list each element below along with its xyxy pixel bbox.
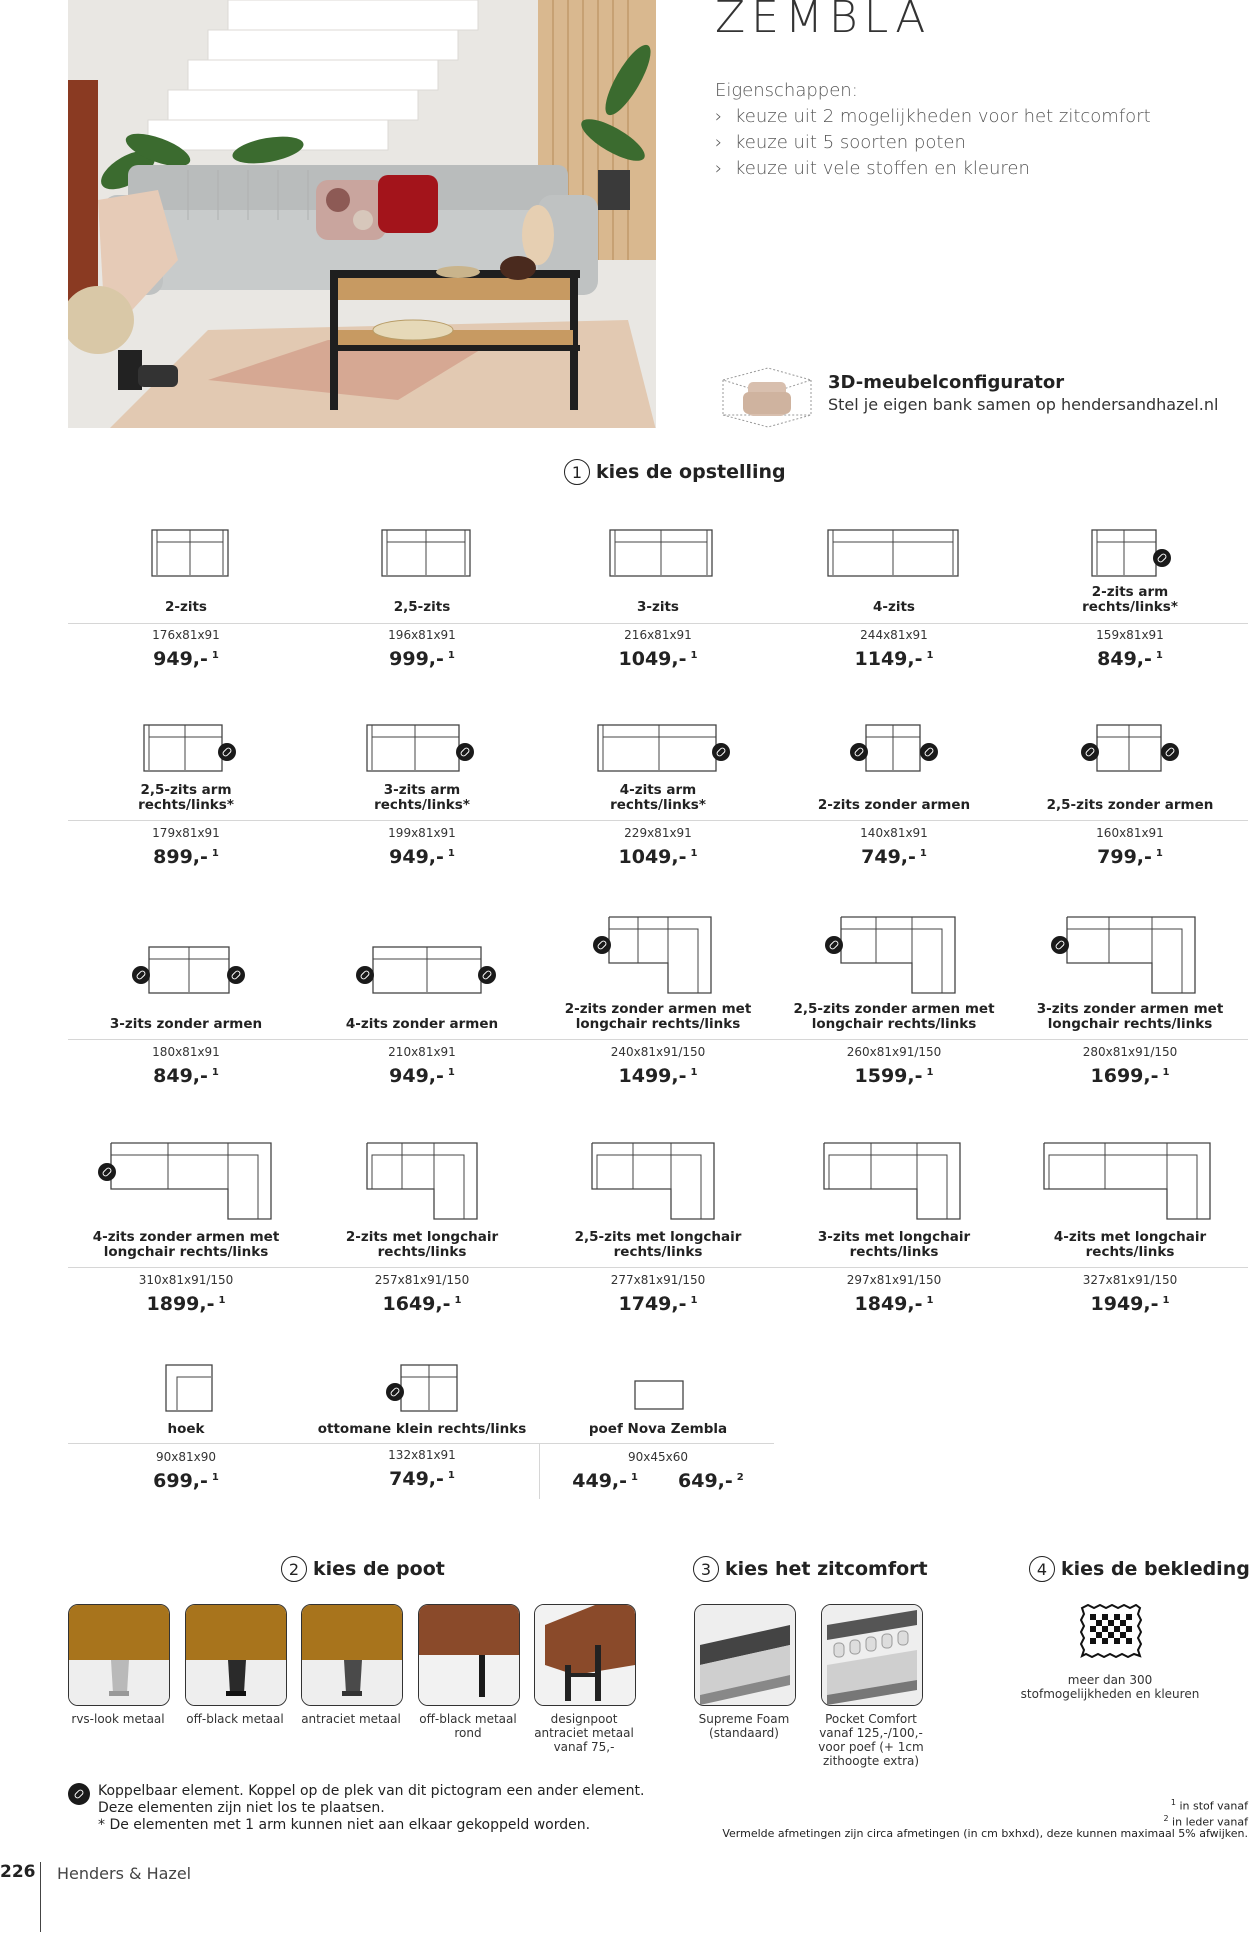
footnote-text: * De elementen met 1 arm kunnen niet aan elkaar gekoppeld worden. <box>98 1817 591 1833</box>
product-price: 1699,- $^1$ <box>1090 1065 1170 1087</box>
step-number: 3 <box>693 1556 719 1582</box>
step-2-heading <box>281 1556 445 1582</box>
feature-item: › keuze uit vele stoffen en kleuren <box>715 156 1151 182</box>
product-price: 699,- $^1$ <box>153 1470 219 1492</box>
product-name: 2,5-zits met longchair rechts/links <box>574 1229 742 1260</box>
link-icon <box>456 743 474 761</box>
product-price: 799,- $^1$ <box>1097 846 1163 868</box>
sofa-diagram-icon <box>865 724 921 772</box>
product-cell <box>540 1000 776 1087</box>
product-cell <box>304 781 540 868</box>
product-price: 749,- $^1$ <box>861 846 927 868</box>
configurator-title: 3D-meubelconfigurator <box>828 372 1065 393</box>
product-price: 949,- $^1$ <box>153 648 219 670</box>
product-cell <box>68 1000 304 1087</box>
fabric-swatch-icon <box>1080 1604 1142 1658</box>
product-name: 3-zits met longchair rechts/links <box>817 1229 971 1260</box>
product-price: 1049,- $^1$ <box>618 846 698 868</box>
product-name: 4-zits zonder armen <box>345 1016 499 1032</box>
step-title: kies de poot <box>313 1558 445 1580</box>
step-title: kies het zitcomfort <box>725 1558 928 1580</box>
product-price: 1749,- $^1$ <box>618 1293 698 1315</box>
feature-item: › keuze uit 5 soorten poten <box>715 130 1151 156</box>
product-price: 1149,- $^1$ <box>854 648 934 670</box>
product-dimensions: 260x81x91/150 <box>846 1045 942 1059</box>
product-price: 1949,- $^1$ <box>1090 1293 1170 1315</box>
product-dimensions: 196x81x91 <box>388 628 456 642</box>
sofa-diagram-icon <box>381 529 471 577</box>
product-name: 2-zits met longchair rechts/links <box>345 1229 499 1260</box>
product-dimensions: 327x81x91/150 <box>1082 1273 1178 1287</box>
sofa-diagram-icon <box>372 946 482 994</box>
product-name: 3-zits arm rechts/links* <box>374 782 470 813</box>
hero-photo <box>68 0 656 428</box>
product-price: 1649,- $^1$ <box>382 1293 462 1315</box>
product-name: 4-zits zonder armen met longchair rechts/links <box>92 1229 280 1260</box>
product-cell <box>68 1228 304 1315</box>
product-name: 2,5-zits <box>393 599 451 615</box>
features-list <box>715 78 1151 182</box>
sofa-diagram-icon <box>143 724 223 772</box>
product-dimensions: 132x81x91 <box>388 1448 456 1462</box>
product-cell <box>776 1228 1012 1315</box>
product-dimensions: 216x81x91 <box>624 628 692 642</box>
comfort-option[interactable] <box>694 1604 796 1706</box>
footnote-text: Deze elementen zijn niet los te plaatsen. <box>98 1800 385 1816</box>
link-icon <box>386 1383 404 1401</box>
product-cell <box>540 781 776 868</box>
product-name: 3-zits zonder armen <box>109 1016 263 1032</box>
brand-name: Henders & Hazel <box>57 1864 192 1883</box>
link-icon <box>850 743 868 761</box>
feature-item: › keuze uit 2 mogelijkheden voor het zitcomfort <box>715 104 1151 130</box>
link-icon <box>227 966 245 984</box>
configurator-icon <box>713 360 818 434</box>
sofa-diagram-icon <box>827 529 959 577</box>
step-title: kies de opstelling <box>596 461 786 483</box>
link-icon <box>1081 743 1099 761</box>
leg-label: rvs-look metaal <box>71 1712 165 1726</box>
sofa-diagram-icon <box>151 529 229 577</box>
product-dimensions: 140x81x91 <box>860 826 928 840</box>
product-name: hoek <box>167 1421 205 1437</box>
link-icon <box>1153 549 1171 567</box>
product-price: 1499,- $^1$ <box>618 1065 698 1087</box>
footnote-left <box>98 1783 644 1834</box>
product-cell <box>540 583 776 670</box>
product-cell <box>540 1405 776 1492</box>
product-dimensions: 179x81x91 <box>152 826 220 840</box>
product-cell <box>68 1405 304 1492</box>
product-price: 849,- $^1$ <box>1097 648 1163 670</box>
product-cell <box>1012 1000 1248 1087</box>
product-dimensions: 277x81x91/150 <box>610 1273 706 1287</box>
product-cell <box>1012 1228 1248 1315</box>
sofa-diagram-icon <box>110 1142 272 1220</box>
product-price: 949,- $^1$ <box>389 846 455 868</box>
product-name: 3-zits <box>637 599 679 615</box>
link-icon <box>132 966 150 984</box>
product-name: 2,5-zits arm rechts/links* <box>138 782 234 813</box>
product-price: 899,- $^1$ <box>153 846 219 868</box>
sofa-diagram-icon <box>366 724 460 772</box>
sofa-diagram-icon <box>823 1142 961 1220</box>
product-price: 1899,- $^1$ <box>146 1293 226 1315</box>
product-dimensions: 280x81x91/150 <box>1082 1045 1178 1059</box>
product-title: ZEMBLA <box>715 0 932 43</box>
leg-label: off-black metaal <box>186 1712 284 1726</box>
product-cell <box>68 583 304 670</box>
product-name: 2-zits zonder armen met longchair rechts/links <box>564 1001 752 1032</box>
link-icon <box>478 966 496 984</box>
step-3-heading <box>693 1556 928 1582</box>
link-icon <box>218 743 236 761</box>
product-cell <box>1012 781 1248 868</box>
product-name: 4-zits met longchair rechts/links <box>1053 1229 1207 1260</box>
product-price: 1849,- $^1$ <box>854 1293 934 1315</box>
leg-option[interactable] <box>68 1604 170 1706</box>
product-price: 1049,- $^1$ <box>618 648 698 670</box>
link-icon <box>1051 936 1069 954</box>
leg-label: antraciet metaal <box>301 1712 401 1726</box>
product-price: 849,- $^1$ <box>153 1065 219 1087</box>
step-number: 1 <box>564 459 590 485</box>
sofa-diagram-icon <box>1096 724 1162 772</box>
sofa-diagram-icon <box>591 1142 715 1220</box>
product-cell <box>304 1405 540 1490</box>
step-number: 4 <box>1029 1556 1055 1582</box>
product-cell <box>304 1228 540 1315</box>
product-dimensions: 90x45x60 <box>627 1450 688 1464</box>
leg-option[interactable] <box>301 1604 403 1706</box>
step-1-heading <box>564 459 786 485</box>
product-dimensions: 90x81x90 <box>155 1450 216 1464</box>
product-dimensions: 244x81x91 <box>860 628 928 642</box>
sofa-diagram-icon <box>1091 529 1157 577</box>
product-dimensions: 229x81x91 <box>624 826 692 840</box>
product-dimensions: 159x81x91 <box>1096 628 1164 642</box>
features-heading: Eigenschappen: <box>715 80 858 101</box>
sofa-diagram-icon <box>608 916 712 994</box>
footnote-right: $^1$ in stof vanaf $^2$ in leder vanaf Vermelde afmetingen zijn circa afmetingen (in cm bxhxd), deze kunnen maximaal 5% afwijken. <box>628 1797 1248 1840</box>
link-icon <box>593 936 611 954</box>
sofa-diagram-icon <box>1066 916 1196 994</box>
step-4-heading <box>1029 1556 1250 1582</box>
sofa-diagram-icon <box>840 916 956 994</box>
link-icon <box>712 743 730 761</box>
configurator-link[interactable]: Stel je eigen bank samen op hendersandhazel.nl <box>828 395 1219 414</box>
link-icon <box>920 743 938 761</box>
product-name: 2-zits <box>165 599 207 615</box>
link-icon <box>68 1783 90 1805</box>
product-dimensions: 257x81x91/150 <box>374 1273 470 1287</box>
footer-divider <box>40 1862 41 1932</box>
sofa-diagram-icon <box>597 724 717 772</box>
product-price: 949,- $^1$ <box>389 1065 455 1087</box>
product-name: 4-zits arm rechts/links* <box>610 782 706 813</box>
product-cell <box>68 781 304 868</box>
leg-option[interactable] <box>534 1604 636 1706</box>
upholstery-label: meer dan 300 stofmogelijkheden en kleuren <box>1020 1673 1200 1701</box>
link-icon <box>98 1163 116 1181</box>
product-name: 2,5-zits zonder armen <box>1046 797 1214 813</box>
step-number: 2 <box>281 1556 307 1582</box>
product-cell <box>776 781 1012 868</box>
product-name: 2-zits zonder armen <box>817 797 971 813</box>
product-name: 4-zits <box>873 599 915 615</box>
product-cell <box>776 1000 1012 1087</box>
product-price: 999,- $^1$ <box>389 648 455 670</box>
product-name: 2,5-zits zonder armen met longchair rechts/links <box>793 1001 995 1032</box>
product-price: 1599,- $^1$ <box>854 1065 934 1087</box>
product-name: poef Nova Zembla <box>588 1421 728 1437</box>
leg-option[interactable] <box>185 1604 287 1706</box>
step-title: kies de bekleding <box>1061 1558 1250 1580</box>
sofa-diagram-icon <box>366 1142 478 1220</box>
sofa-diagram-icon <box>148 946 230 994</box>
product-dimensions: 160x81x91 <box>1096 826 1164 840</box>
link-icon <box>356 966 374 984</box>
sofa-diagram-icon <box>1043 1142 1211 1220</box>
product-cell <box>304 1000 540 1087</box>
comfort-option[interactable] <box>821 1604 923 1706</box>
product-dimensions: 210x81x91 <box>388 1045 456 1059</box>
page-number: 226 <box>0 1862 36 1882</box>
product-price: 449,- $^1$ 649,- $^2$ <box>572 1470 744 1492</box>
product-name: 3-zits zonder armen met longchair rechts/links <box>1036 1001 1224 1032</box>
product-cell <box>304 583 540 670</box>
link-icon <box>1161 743 1179 761</box>
product-name: 2-zits arm rechts/links* <box>1082 584 1178 615</box>
link-icon <box>825 936 843 954</box>
product-dimensions: 310x81x91/150 <box>138 1273 234 1287</box>
product-name: ottomane klein rechts/links <box>317 1421 527 1437</box>
leg-label: off-black metaal rond <box>419 1712 517 1740</box>
product-dimensions: 297x81x91/150 <box>846 1273 942 1287</box>
leg-option[interactable] <box>418 1604 520 1706</box>
leg-label: designpoot antraciet metaal vanaf 75,- <box>534 1712 634 1754</box>
sofa-diagram-icon <box>609 529 713 577</box>
footnote-text: Koppelbaar element. Koppel op de plek van dit pictogram een ander element. <box>98 1783 645 1799</box>
product-dimensions: 199x81x91 <box>388 826 456 840</box>
product-cell <box>1012 583 1248 670</box>
product-price: 749,- $^1$ <box>389 1468 455 1490</box>
product-dimensions: 180x81x91 <box>152 1045 220 1059</box>
comfort-label: Pocket Comfort vanaf 125,-/100,- voor poef (+ 1cm zithoogte extra) <box>818 1712 924 1768</box>
comfort-label: Supreme Foam (standaard) <box>698 1712 790 1740</box>
footnote-disclaimer: Vermelde afmetingen zijn circa afmetingen (in cm bxhxd), deze kunnen maximaal 5% afwijken. <box>722 1827 1248 1841</box>
product-cell <box>776 583 1012 670</box>
product-dimensions: 176x81x91 <box>152 628 220 642</box>
product-dimensions: 240x81x91/150 <box>610 1045 706 1059</box>
product-cell <box>540 1228 776 1315</box>
